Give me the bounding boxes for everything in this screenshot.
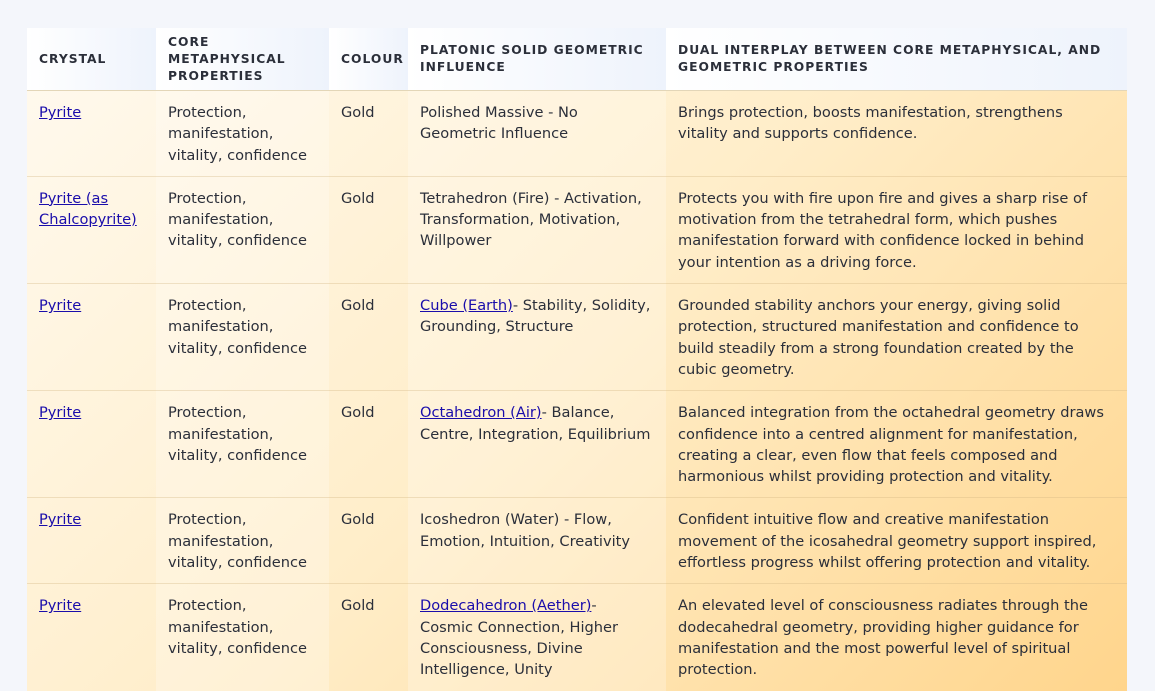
table-row xyxy=(27,176,1127,283)
cell-core-properties: Protection, manifestation, vitality, confidence xyxy=(156,584,329,691)
cell-platonic-influence xyxy=(408,91,666,177)
crystal-link[interactable]: Pyrite (as Chalcopyrite) xyxy=(39,189,137,229)
cell-crystal xyxy=(27,498,156,584)
cell-platonic-influence xyxy=(408,498,666,584)
cell-crystal xyxy=(27,91,156,177)
header-platonic-influence: PLATONIC SOLID GEOMETRIC INFLUENCE xyxy=(408,28,666,91)
crystal-link[interactable]: Pyrite xyxy=(39,511,82,529)
cell-colour: Gold xyxy=(329,284,408,391)
table-row xyxy=(27,91,1127,177)
cell-core-properties: Protection, manifestation, vitality, confidence xyxy=(156,498,329,584)
cell-core-properties: Protection, manifestation, vitality, confidence xyxy=(156,284,329,391)
platonic-description: - Cosmic Connection, Higher Consciousness, Divine Intelligence, Unity xyxy=(420,597,619,679)
cell-dual-interplay: Protects you with fire upon fire and gives a sharp rise of motivation from the tetrahedral form, which pushes manifestation forward with confidence locked in behind your intention as a driving force. xyxy=(666,176,1127,283)
cell-crystal xyxy=(27,391,156,498)
crystal-table-container xyxy=(27,28,1127,679)
platonic-solid-link[interactable]: Cube (Earth) xyxy=(420,297,513,315)
table-row xyxy=(27,584,1127,691)
cell-dual-interplay: Brings protection, boosts manifestation, strengthens vitality and supports confidence. xyxy=(666,91,1127,177)
table-row xyxy=(27,498,1127,584)
table-header xyxy=(27,28,1127,91)
crystal-link[interactable]: Pyrite xyxy=(39,404,82,422)
table-row xyxy=(27,391,1127,498)
cell-crystal xyxy=(27,284,156,391)
table-row xyxy=(27,284,1127,391)
cell-colour: Gold xyxy=(329,91,408,177)
platonic-description: - Stability, Solidity, Grounding, Structure xyxy=(420,297,651,336)
platonic-description: - Balance, Centre, Integration, Equilibrium xyxy=(420,404,651,443)
platonic-solid-link[interactable]: Dodecahedron (Aether) xyxy=(420,597,592,615)
cell-core-properties: Protection, manifestation, vitality, confidence xyxy=(156,91,329,177)
crystal-link[interactable]: Pyrite xyxy=(39,104,82,121)
crystal-link[interactable]: Pyrite xyxy=(39,597,82,615)
platonic-description: Polished Massive - No Geometric Influence xyxy=(420,104,578,143)
cell-colour: Gold xyxy=(329,176,408,283)
table-body xyxy=(27,91,1127,691)
cell-core-properties: Protection, manifestation, vitality, confidence xyxy=(156,176,329,283)
header-row xyxy=(27,28,1127,91)
cell-core-properties: Protection, manifestation, vitality, confidence xyxy=(156,391,329,498)
header-dual-interplay: DUAL INTERPLAY BETWEEN CORE METAPHYSICAL, AND GEOMETRIC PROPERTIES xyxy=(666,28,1127,91)
cell-colour: Gold xyxy=(341,597,375,615)
header-colour: COLOUR xyxy=(329,28,408,91)
header-crystal: CRYSTAL xyxy=(27,28,156,91)
cell-dual-interplay: An elevated level of consciousness radiates through the dodecahedral geometry, providing higher guidance for manifestation and the most powerful level of spiritual protection. xyxy=(678,597,1088,679)
cell-platonic-influence xyxy=(408,284,666,391)
crystal-table xyxy=(27,28,1127,691)
platonic-description: Tetrahedron (Fire) - Activation, Transformation, Motivation, Willpower xyxy=(420,189,642,250)
cell-platonic-influence xyxy=(408,176,666,283)
header-core-properties: CORE METAPHYSICAL PROPERTIES xyxy=(156,28,329,91)
platonic-description: Icoshedron (Water) - Flow, Emotion, Intuition, Creativity xyxy=(420,511,631,550)
cell-colour: Gold xyxy=(329,498,408,584)
cell-crystal xyxy=(27,176,156,283)
cell-platonic-influence xyxy=(408,391,666,498)
cell-dual-interplay: Balanced integration from the octahedral geometry draws confidence into a centred alignment for manifestation, creating a clear, even flow that feels composed and harmonious whilst providing protection and vitality. xyxy=(666,391,1127,498)
cell-crystal xyxy=(27,584,156,691)
cell-colour: Gold xyxy=(329,391,408,498)
platonic-solid-link[interactable]: Octahedron (Air) xyxy=(420,404,542,422)
cell-dual-interplay: Grounded stability anchors your energy, giving solid protection, structured manifestation and confidence to build steadily from a strong foundation created by the cubic geometry. xyxy=(666,284,1127,391)
cell-platonic-influence xyxy=(408,584,666,691)
cell-dual-interplay: Confident intuitive flow and creative manifestation movement of the icosahedral geometry support inspired, effortless progress whilst offering protection and vitality. xyxy=(666,498,1127,584)
crystal-link[interactable]: Pyrite xyxy=(39,297,82,315)
